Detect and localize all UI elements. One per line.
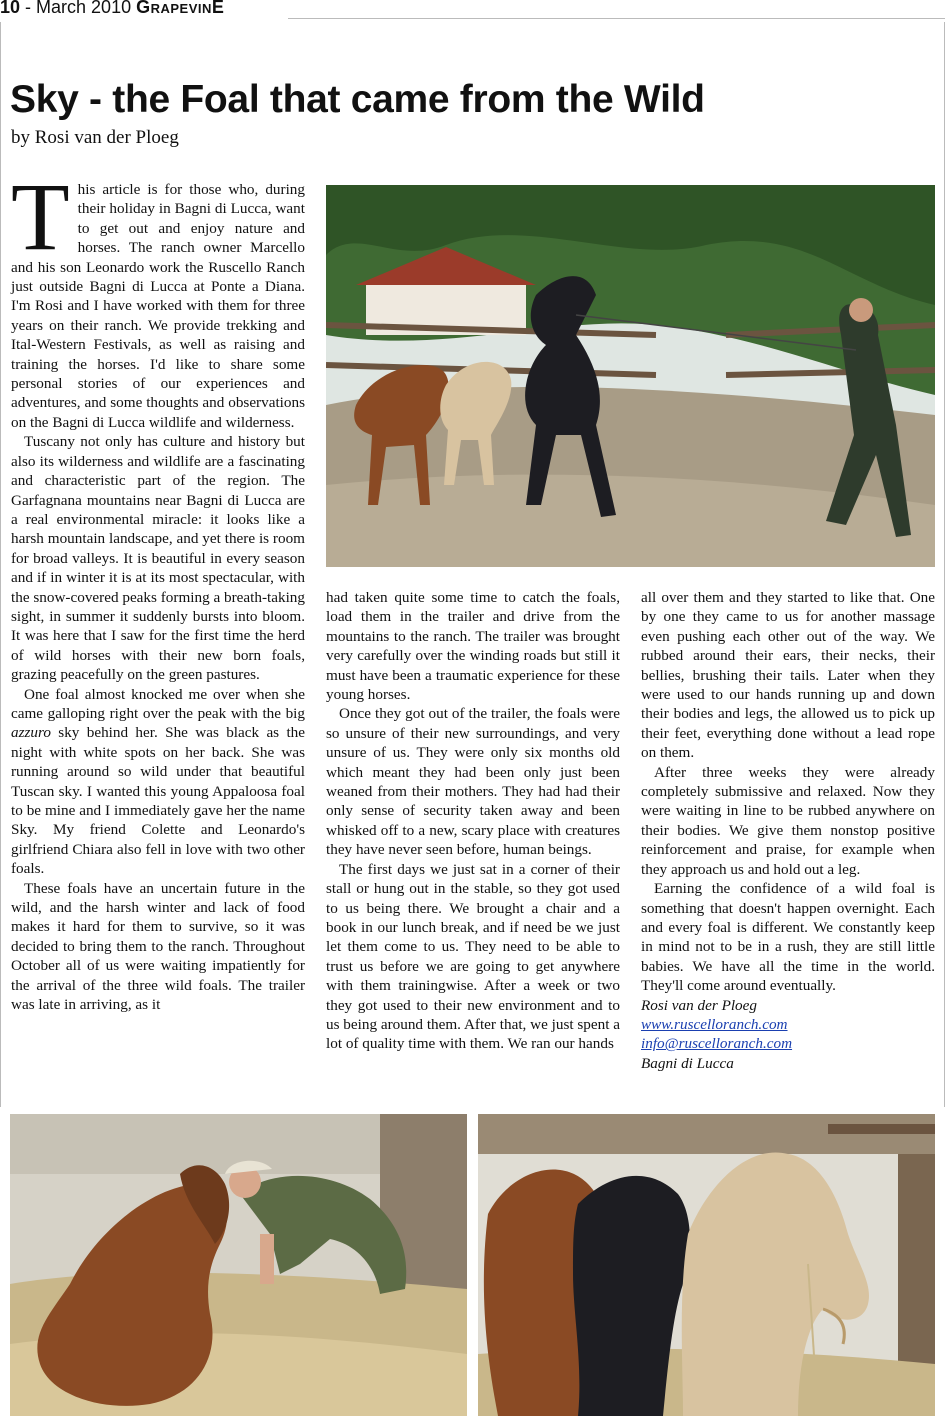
article-title: Sky - the Foal that came from the Wild <box>10 78 705 121</box>
photo-three-foals <box>478 1114 935 1416</box>
paragraph-text: sky behind her. She was black as the night with white spots on her back. She was running around so wild under that beautiful Tuscan sky. I wanted this young Appaloosa foal to be mine and I immediately gave her the name Sky. My friend Colette and Leonardo's girlfriend Chiara also fell in love with two other foals. <box>11 724 305 878</box>
page-folio <box>0 0 224 17</box>
paragraph: Once they got out of the trailer, the foals were so unsure of their new surroundings, and very unsure of us. They were only six months old which meant they had been only just been weaned from their mothers. They had had their only sense of security taken away and been whisked off to a new, scary place with creatures they have never seen before, human beings. <box>326 705 620 859</box>
photo-rearing-foal <box>326 185 935 567</box>
photo-man-with-foal <box>10 1114 467 1416</box>
paragraph: The first days we just sat in a corner of their stall or hung out in the stable, so they got used to us being there. We brought a chair and a book in our lunch break, and if need be we just let them come to us. They need to be able to trust us before we are going to get anywhere with them trainingwise. After a week or two they got used to their new environment and to us being around them. After that, we just spent a lot of quality time with them. We ran our hands <box>326 860 620 1053</box>
signature-website <box>641 1015 935 1034</box>
header-rule <box>288 18 945 19</box>
signature-email <box>641 1034 935 1053</box>
emphasis-azzuro: azzuro <box>11 724 51 742</box>
drop-cap: T <box>11 163 70 270</box>
paragraph-text: his article is for those who, during their holiday in Bagni di Lucca, want to get out and enjoy nature and horses. The ranch owner Marcello and his son Leonardo work the Ruscello Ranch just outside Bagni di Lucca at Ponte a Diana. I'm Rosi and I have worked with them for three years on their ranch. We provide trekking and Ital-Western Festivals, as well as raising and training the horses. I'd like to share some personal stories of our experiences and adventures, and some thoughts and observations on the Bagni di Lucca wildlife and wilderness. <box>11 181 305 431</box>
page-number: 10 <box>0 0 21 17</box>
email-link[interactable]: info@ruscelloranch.com <box>641 1035 793 1053</box>
article-byline: by Rosi van der Ploeg <box>11 127 179 148</box>
photo-rearing-black-foal-icon <box>326 185 935 567</box>
column-2 <box>326 588 620 1054</box>
photo-three-foals-in-stable-icon <box>478 1114 935 1416</box>
column-3 <box>641 588 935 1073</box>
paragraph: all over them and they started to like that. One by one they came to us for another massage even pushing each other out of the way. We rubbed around their ears, their necks, their bellies, brushing their tails. Later when they were used to our hands running up and down their bodies and legs, the allowed us to pick up their feet, everything done without a lead rope on them. <box>641 589 935 762</box>
paragraph: Earning the confidence of a wild foal is something that doesn't happen overnight. Each and every foal is different. We constantly keep in mind not to be in a rush, they are still little babies. We have all the time in the world. They'll come around eventually. <box>641 880 935 995</box>
paragraph <box>11 685 305 879</box>
folio-separator: - <box>20 0 37 17</box>
photo-man-with-resting-foal-icon <box>10 1114 467 1416</box>
paragraph: These foals have an uncertain future in the wild, and the harsh winter and lack of food makes it hard for them to survive, so it was decided to bring them to the ranch. Throughout October all of us were waiting impatiently for the arrival of the three wild foals. The trailer was late in arriving, as it <box>11 879 305 1014</box>
paragraph: had taken quite some time to catch the foals, load them in the trailer and drive from the mountains to the ranch. The trailer was brought very carefully over the winding roads but still it must have been a traumatic experience for these young horses. <box>326 589 620 704</box>
page-header <box>0 0 945 22</box>
signature-place: Bagni di Lucca <box>641 1054 734 1072</box>
website-link[interactable]: www.ruscelloranch.com <box>641 1015 788 1033</box>
issue-date: March 2010 <box>36 0 132 17</box>
paragraph: Tuscany not only has culture and history but also its wilderness and wildlife are a fascinating and characteristic part of the region. The Garfagnana mountains near Bagni di Lucca are a real environmental miracle: it looks like a harsh mountain landscape, and yet there is room for broad valleys. It is beautiful in every season and if in winter it is at its most spectacular, with the snow-covered peaks forming a breath-taking sight, in summer it suddenly bursts into bloom. It was here that I saw for the first time the herd of wild horses with their new born foals, grazing peacefully on the green pastures. <box>11 433 305 684</box>
publication-name: GrapevinE <box>136 0 225 17</box>
signature-author: Rosi van der Ploeg <box>641 996 757 1014</box>
column-1 <box>11 163 305 1014</box>
paragraph-text: One foal almost knocked me over when she came galloping right over the peak with the big <box>11 685 305 722</box>
paragraph: After three weeks they were already completely submissive and relaxed. Now they were waiting in line to be rubbed anywhere on their bodies. We give them nonstop positive reinforcement and praise, for example when they approach us and hold out a leg. <box>641 763 935 878</box>
paragraph <box>11 163 305 432</box>
frame-left <box>0 22 1 1107</box>
